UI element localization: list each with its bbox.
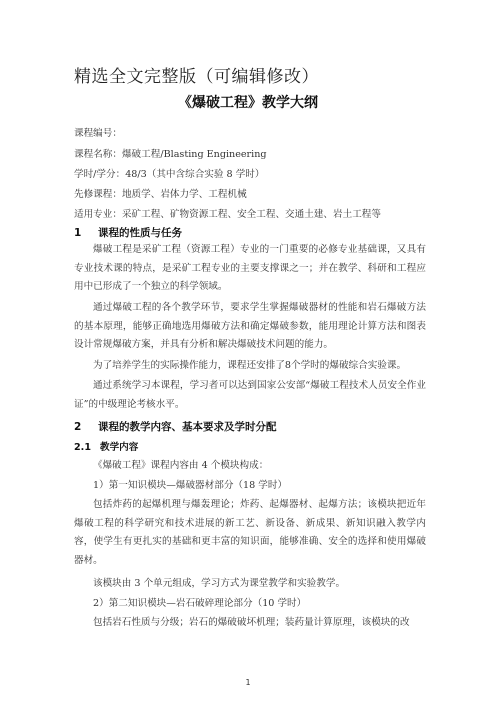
module-2-title: 2）第二知识模块—岩石破碎理论部分（10 学时） <box>93 598 307 609</box>
section-2-heading <box>74 419 277 434</box>
section-1-paragraph-2: 通过爆破工程的各个教学环节，要求学生掌握爆破器材的性能和岩石爆破方法的基本原理，能够正确地选用爆破方法和确定爆破参数，能用理论计算方法和图表设计常规爆破方案，并具有分析和解决爆破技术问题的能力。 <box>74 302 426 350</box>
module-2-text: 包括岩石性质与分级；岩石的爆破破坏机理；装药量计算原理，该模块的改 <box>93 617 410 628</box>
course-prerequisites: 先修课程：地质学、岩体力学、工程机械 <box>74 189 247 200</box>
modules-intro: 《爆破工程》课程内容由 4 个模块构成： <box>93 460 269 471</box>
course-majors: 适用专业：采矿工程、矿物资源工程、安全工程、交通土建、岩土工程等 <box>74 209 381 220</box>
subsection-2-1-title: 教学内容 <box>100 442 139 453</box>
module-1-title: 1）第一知识模块—爆破器材部分（18 学时） <box>93 480 288 491</box>
module-1-note: 该模块由 3 个单元组成，学习方式为课堂教学和实验教学。 <box>93 578 346 589</box>
section-1-paragraph-4: 通过系统学习本课程，学习者可以达到国家公安部“爆破工程技术人员安全作业证”的中级理论考核水平。 <box>74 380 426 410</box>
page-title: 《爆破工程》教学大纲 <box>178 95 318 111</box>
section-1-title: 课程的性质与任务 <box>98 227 182 239</box>
subsection-2-1-heading <box>74 439 138 453</box>
module-1-text: 包括炸药的起爆机理与爆轰理论；炸药、起爆器材、起爆方法；该模块把近年爆破工程的科学研究和技术进展的新工艺、新设备、新成果、新知识融入教学内容，使学生有更扎实的基础和更丰富的知识面，能够准确、安全的选择和使用爆破器材。 <box>74 499 426 566</box>
course-code: 课程编号： <box>74 128 122 139</box>
course-hours: 学时/学分：48/3（其中含综合实验 8 学时） <box>74 169 265 180</box>
section-1-paragraph-3: 为了培养学生的实际操作能力，课程还安排了8个学时的爆破综合实验课。 <box>93 360 407 371</box>
section-1-paragraph-1: 爆破工程是采矿工程（资源工程）专业的一门重要的必修专业基础课，又具有专业技术课的特点，是采矿工程专业的主要支撑课之一；并在教学、科研和工程应用中已形成了一个独立的科学领域。 <box>74 244 426 292</box>
section-1-number: 1 <box>74 227 82 239</box>
section-2-title: 课程的教学内容、基本要求及学时分配 <box>98 421 277 433</box>
section-2-number: 2 <box>74 421 82 433</box>
section-1-heading <box>74 225 182 240</box>
course-name: 课程名称：爆破工程/Blasting Engineering <box>74 149 267 160</box>
page-number: 1 <box>245 678 251 687</box>
document-banner: 精选全文完整版（可编辑修改） <box>74 67 319 87</box>
subsection-2-1-number: 2.1 <box>74 442 91 453</box>
